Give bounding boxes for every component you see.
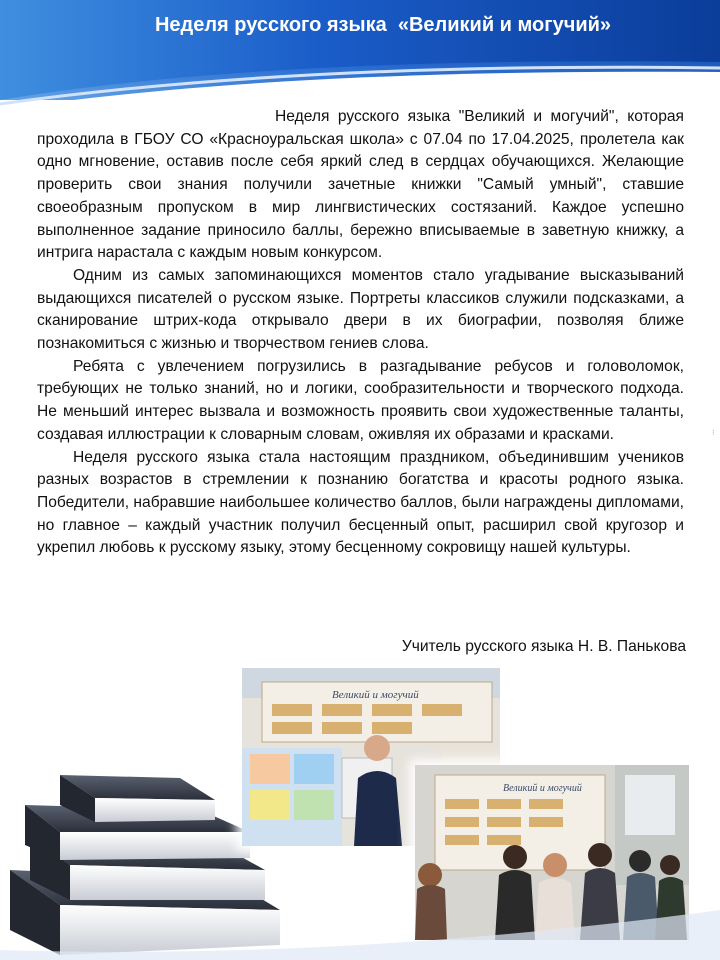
photo-1-banner-text: Великий и могучий — [332, 689, 419, 701]
footer-wave-graphic — [0, 900, 720, 960]
paragraph-4: Неделя русского языка стала настоящим праздником, объединившим учеников разных возрастов в стремлении к познанию богатства и красоты родного языка. Победители, набравшие наибольшее количество баллов, были награждены дипломами, но главное – каждый участник получил бесценный опыт, расширил свой кругозор и укрепил любовь к русскому языку, этому бесценному сокровищу нашей культуры. — [37, 448, 684, 557]
paragraph-2: Одним из самых запоминающихся моментов стало угадывание высказываний выдающихся писателей о русском языке. Портреты классиков служили подсказками, а сканирование штрих-кода открывало двери в их биографии, позволяя ближе познакомиться с жизнью и творчеством гениев слова. — [37, 266, 684, 353]
paragraph-3: Ребята с увлечением погрузились в разгадывание ребусов и головоломок, требующих не только знаний, но и логики, сообразительности и творческого подхода. Не меньший интерес вызвала и возможность проявить свои художественные таланты, создавая иллюстрации к словарным словам, оживляя их образами и красками. — [37, 357, 684, 443]
article-body — [37, 106, 684, 560]
paragraph-1: Неделя русского языка "Великий и могучий", которая проходила в ГБОУ СО «Красноуральская школа» с 07.04 по 17.04.2025, пролетела как одно мгновение, оставив после себя яркий след в сердцах обучающихся. Желающие проверить свои знания получили зачетные книжки "Самый умный", ставшие своеобразным пропуском в мир лингвистических состязаний. Каждое успешно выполненное задание приносило баллы, бережно вписываемые в заветную книжку, а интрига нарастала с каждым новым конкурсом. — [37, 108, 684, 262]
page-title: Неделя русского языка «Великий и могучий» — [154, 14, 612, 36]
author-signature: Учитель русского языка Н. В. Панькова — [401, 638, 686, 655]
photo-2-banner-text: Великий и могучий — [503, 783, 582, 794]
edge-marker-icon: ⁝ — [712, 428, 715, 437]
